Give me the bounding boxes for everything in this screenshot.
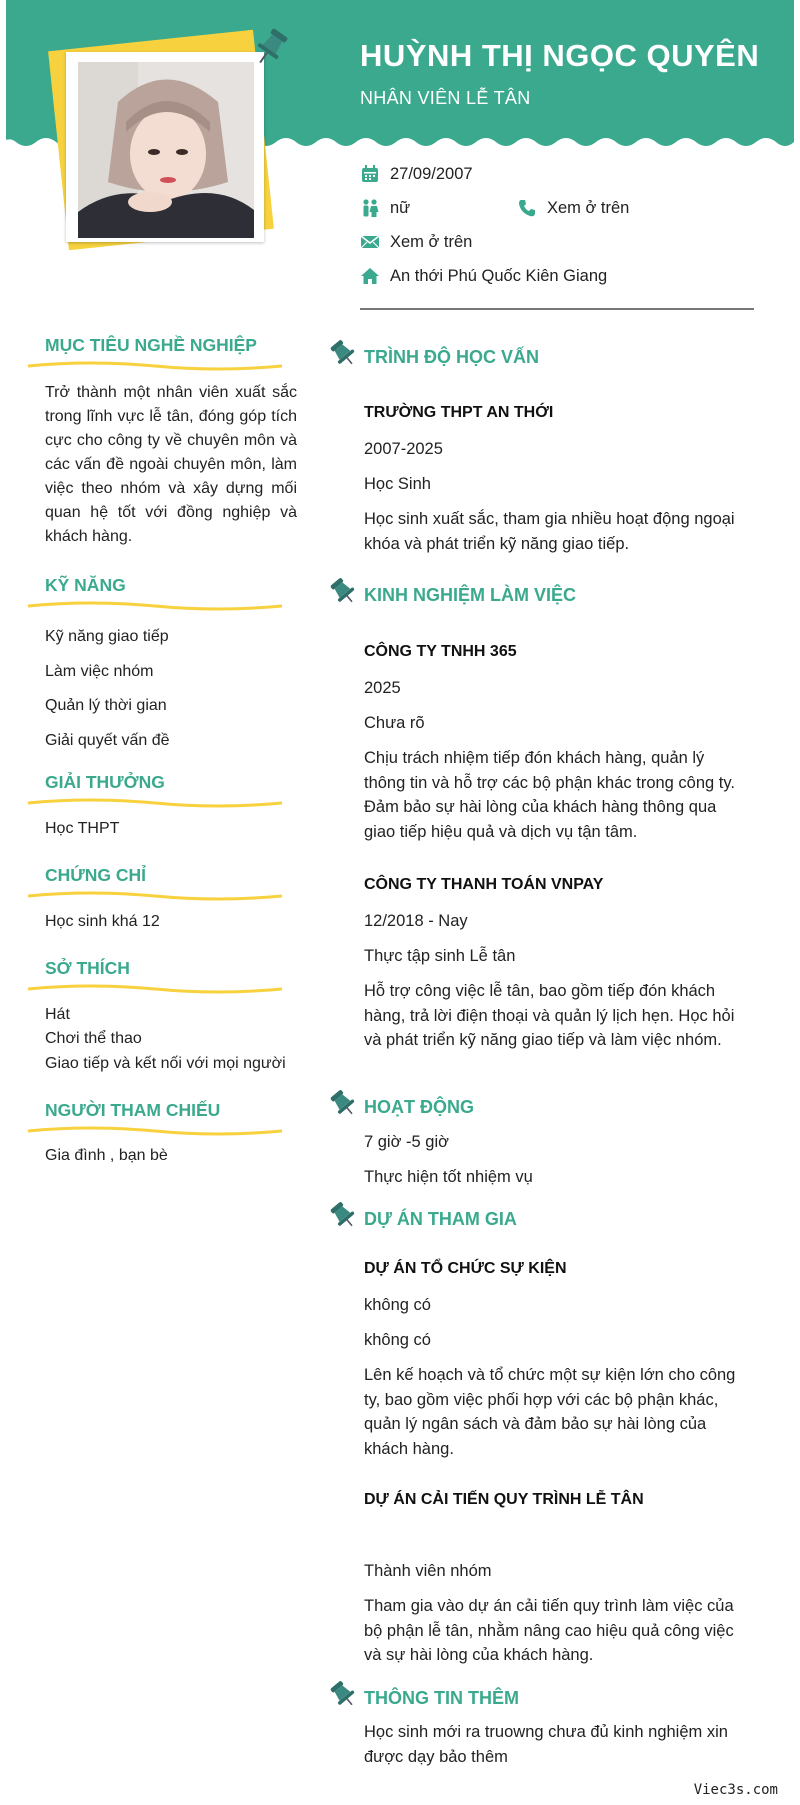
objective-text: Trở thành một nhân viên xuất sắc trong lĩnh vực lễ tân, đóng góp tích cực cho công ty về chuyên môn và các vấn đề ngoài chuyên môn, làm việc theo nhóm và xây dựng mối quan hệ tốt với đồng nghiệp và khách hàng. [45,384,297,545]
job-period: 2025 [364,679,401,697]
phone-value[interactable]: Xem ở trên [547,198,630,217]
skills-heading: KỸ NĂNG [45,575,126,595]
heading-underline [28,1125,282,1137]
gender-icon [360,198,380,218]
hobby-item: Chơi thể thao [45,1030,142,1047]
home-icon [360,266,380,286]
pushpin-icon [328,338,358,368]
address-row [360,266,607,286]
email-row [360,232,472,252]
heading-underline [28,890,282,902]
pushpin-icon [250,26,292,68]
education-description: Học sinh xuất sắc, tham gia nhiều hoạt động ngoại khóa và phát triển kỹ năng giao tiếp. [364,510,735,553]
skill-item: Quản lý thời gian [45,697,167,714]
activity-description: Thực hiện tốt nhiệm vụ [364,1168,533,1186]
address-value: An thới Phú Quốc Kiên Giang [390,266,608,285]
heading-underline [28,983,282,995]
job-description: Chịu trách nhiệm tiếp đón khách hàng, quản lý thông tin và hỗ trợ các bộ phận khác trong công ty. Đảm bảo sự hài lòng của khách hàng thông qua giao tiếp hiệu quả và dịch vụ tận tâm. [364,749,735,841]
job-position: Chưa rõ [364,714,425,732]
pushpin-icon [328,1679,358,1709]
pushpin-icon [328,576,358,606]
education-period: 2007-2025 [364,440,443,458]
experience-heading: KINH NGHIỆM LÀM VIỆC [364,585,577,605]
projects-heading: DỰ ÁN THAM GIA [364,1209,517,1229]
candidate-name: HUỲNH THỊ NGỌC QUYÊN [360,38,760,73]
certificates-heading: CHỨNG CHỈ [45,865,147,885]
education-heading: TRÌNH ĐỘ HỌC VẤN [364,347,539,367]
awards-heading: GIẢI THƯỞNG [45,772,165,792]
birthday-row [360,164,473,184]
additional-info-heading: THÔNG TIN THÊM [364,1688,519,1708]
profile-photo [78,62,254,238]
school-name: TRƯỜNG THPT AN THỚI [364,404,554,421]
objective-heading: MỤC TIÊU NGHỀ NGHIỆP [45,335,257,355]
skill-item: Giải quyết vấn đề [45,732,170,749]
heading-underline [28,797,282,809]
contact-divider [360,308,754,310]
reference-item: Gia đình , bạn bè [45,1147,168,1164]
calendar-icon [360,164,380,184]
gender-row [360,198,410,218]
project-name: DỰ ÁN TỔ CHỨC SỰ KIỆN [364,1260,567,1277]
skill-item: Làm việc nhóm [45,663,154,680]
pushpin-icon [328,1088,358,1118]
company-name: CÔNG TY THANH TOÁN VNPAY [364,876,604,893]
hobby-item: Hát [45,1006,70,1023]
project-role: không có [364,1331,431,1349]
education-role: Học Sinh [364,475,431,493]
pushpin-icon [328,1200,358,1230]
project-description: Tham gia vào dự án cải tiến quy trình làm việc của bộ phận lễ tân, nhằm nâng cao hiệu quả công việc và sự hài lòng của khách hàng. [364,1597,734,1664]
hobbies-heading: SỞ THÍCH [45,958,130,978]
activities-heading: HOẠT ĐỘNG [364,1097,474,1117]
watermark: Viec3s.com [693,1782,778,1798]
envelope-icon [360,232,380,252]
project-description: Lên kế hoạch và tổ chức một sự kiện lớn cho công ty, bao gồm việc phối hợp với các bộ phận khác, quản lý ngân sách và đảm bảo sự hài lòng của khách hàng. [364,1366,736,1458]
job-position: Thực tập sinh Lễ tân [364,947,516,965]
award-item: Học THPT [45,820,120,837]
phone-row [517,198,629,218]
job-title: NHÂN VIÊN LỄ TÂN [360,88,531,108]
phone-icon [517,198,537,218]
heading-underline [28,600,282,612]
birthday-value: 27/09/2007 [390,164,473,183]
heading-underline [28,360,282,372]
company-name: CÔNG TY TNHH 365 [364,643,517,660]
certificate-item: Học sinh khá 12 [45,913,160,930]
job-description: Hỗ trợ công việc lễ tân, bao gồm tiếp đón khách hàng, trả lời điện thoại và quản lý lịch hẹn. Học hỏi và phát triển kỹ năng giao tiếp và làm việc nhóm. [364,982,735,1049]
project-role: Thành viên nhóm [364,1562,492,1580]
skill-item: Kỹ năng giao tiếp [45,628,169,645]
references-heading: NGƯỜI THAM CHIẾU [45,1100,221,1120]
project-period: không có [364,1296,431,1314]
gender-value: nữ [390,198,411,217]
additional-info-text: Học sinh mới ra truowng chưa đủ kinh nghiệm xin được dạy bảo thêm [364,1723,728,1766]
project-name: DỰ ÁN CẢI TIẾN QUY TRÌNH LỄ TÂN [364,1491,644,1508]
activity-time: 7 giờ -5 giờ [364,1133,449,1151]
job-period: 12/2018 - Nay [364,912,468,930]
hobby-item: Giao tiếp và kết nối với mọi người [45,1055,286,1072]
email-value[interactable]: Xem ở trên [390,232,473,251]
